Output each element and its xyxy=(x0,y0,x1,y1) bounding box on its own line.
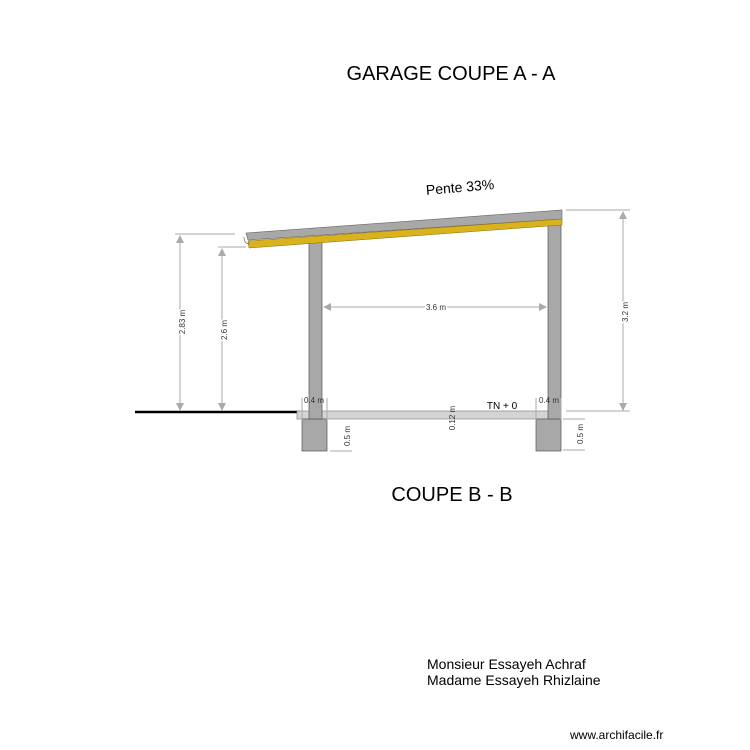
slope-label: Pente 33% xyxy=(425,176,495,198)
dim-eave-inner: 2.6 m xyxy=(220,319,229,341)
owner-1: Monsieur Essayeh Achraf xyxy=(427,656,586,672)
dim-eave-outer: 2.83 m xyxy=(178,309,187,335)
level-label: TN + 0 xyxy=(486,401,518,412)
footing-left xyxy=(302,419,327,451)
drawing-title: GARAGE COUPE A - A xyxy=(346,63,556,85)
dim-footing-right: 0.5 m xyxy=(576,423,585,445)
footing-right xyxy=(536,419,561,451)
post-left xyxy=(309,241,322,419)
owner-2: Madame Essayeh Rhizlaine xyxy=(427,672,601,688)
watermark: www.archifacile.fr xyxy=(570,728,664,742)
dim-ridge: 3.2 m xyxy=(621,301,630,323)
dim-slab: 0.12 m xyxy=(448,405,457,431)
section-subtitle: COUPE B - B xyxy=(391,484,513,506)
post-right xyxy=(548,220,561,419)
dim-span: 3.6 m xyxy=(425,303,447,312)
dim-post-right: 0.4 m xyxy=(538,396,560,405)
dim-footing-left: 0.5 m xyxy=(343,425,352,447)
dim-post-left: 0.4 m xyxy=(303,396,325,405)
floor-slab xyxy=(297,411,557,419)
